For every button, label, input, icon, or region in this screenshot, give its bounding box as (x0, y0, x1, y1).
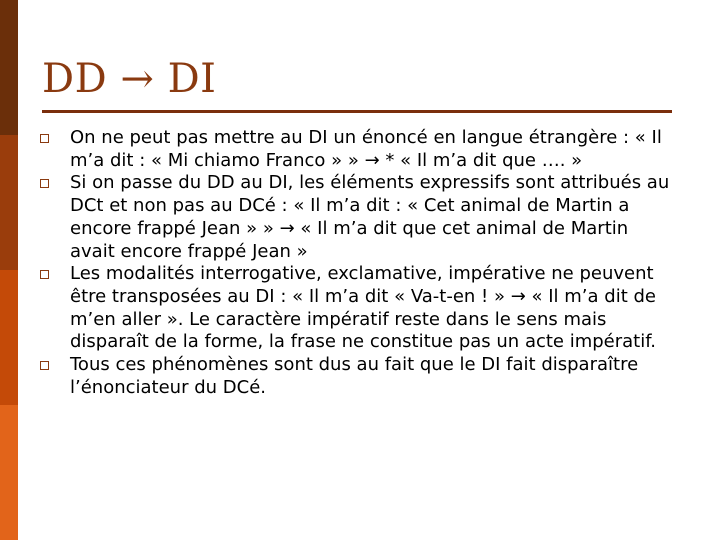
title-underline (42, 110, 672, 113)
square-bullet-icon (40, 179, 49, 188)
slide-title: DD → DI (42, 56, 217, 102)
bullet-item (40, 172, 670, 263)
side-bar-segment (0, 405, 18, 540)
bullet-item (40, 354, 670, 399)
square-bullet-icon (40, 270, 49, 279)
decorative-side-bar (0, 0, 18, 540)
bullet-text: Tous ces phénomènes sont dus au fait que le DI fait disparaître l’énonciateur du DCé. (70, 354, 639, 398)
bullet-item (40, 263, 670, 354)
bullet-text: Si on passe du DD au DI, les éléments expressifs sont attribués au DCt et non pas au DCé : « Il m’a dit : « Cet animal de Martin a encore frappé Jean » » → « Il m’a dit que cet animal de Martin avait encore frappé Jean » (70, 172, 670, 262)
square-bullet-icon (40, 361, 49, 370)
side-bar-segment (0, 135, 18, 270)
side-bar-segment (0, 0, 18, 135)
bullet-text: Les modalités interrogative, exclamative, impérative ne peuvent être transposées au DI : « Il m’a dit « Va-t-en ! » → « Il m’a dit de m’en aller ». Le caractère impératif reste dans le sens mais disparaît de la forme, la frase ne constitue pas un acte impératif. (70, 263, 656, 353)
bullet-item (40, 127, 670, 172)
side-bar-segment (0, 270, 18, 405)
bullet-list (40, 127, 670, 399)
square-bullet-icon (40, 134, 49, 143)
bullet-text: On ne peut pas mettre au DI un énoncé en langue étrangère : « Il m’a dit : « Mi chiamo Franco » » → * « Il m’a dit que …. » (70, 127, 662, 171)
